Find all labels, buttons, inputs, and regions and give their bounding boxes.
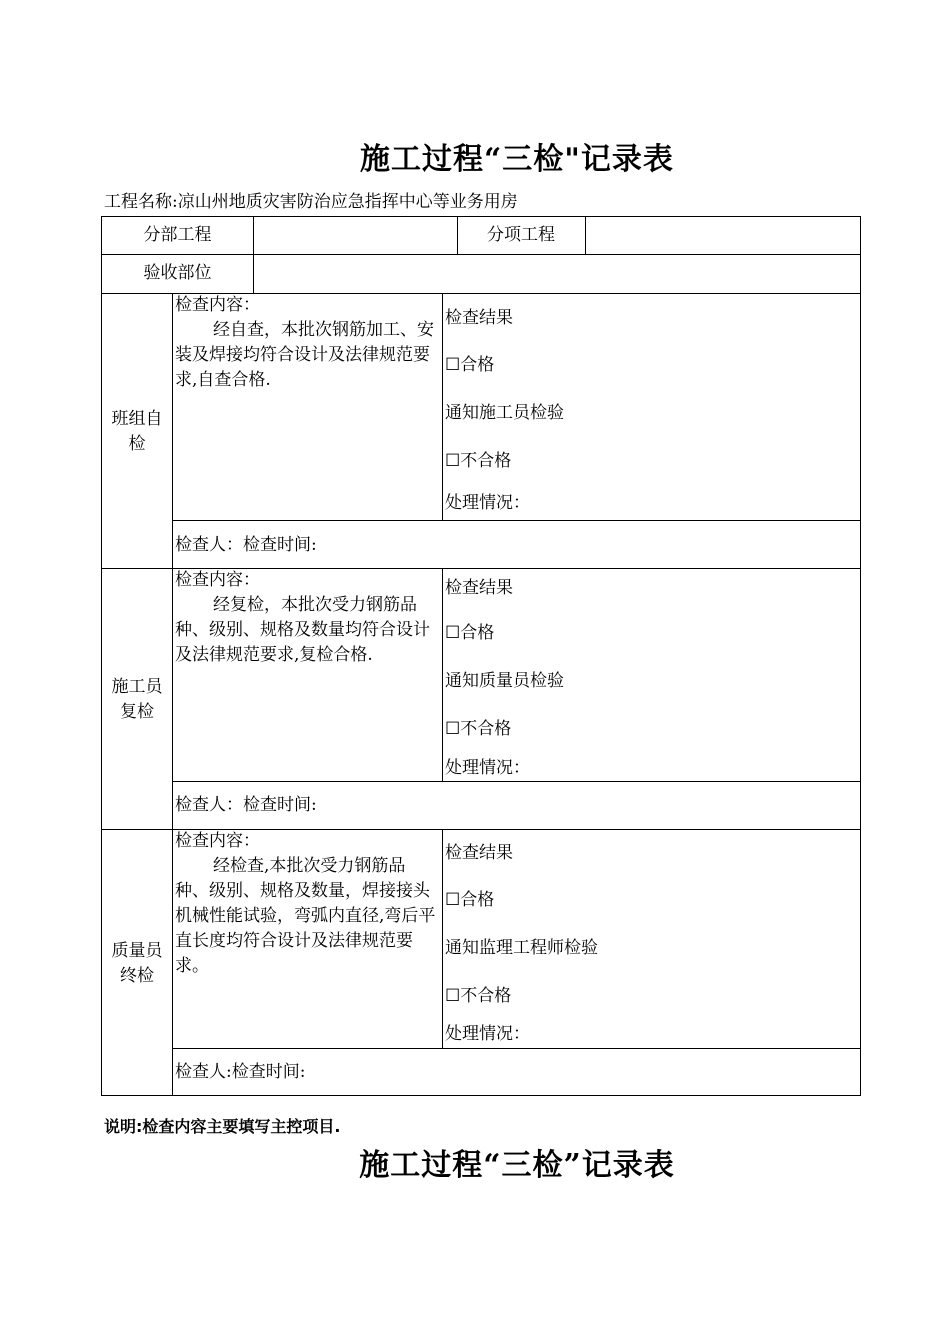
- form-title: 施工过程“三检"记录表: [360, 142, 674, 177]
- handling-label: 处理情况：: [445, 758, 530, 778]
- inspector-line: 检查人：检查时间:: [175, 795, 317, 815]
- content-label: 检查内容：: [175, 570, 260, 590]
- result-label: 检查结果: [445, 308, 513, 328]
- inspection-table: [101, 216, 861, 1096]
- result-label: 检查结果: [445, 578, 513, 598]
- section-label: 质量员: [111, 941, 163, 961]
- section-label: 施工员: [111, 677, 163, 697]
- section-label: 班组自: [111, 409, 163, 429]
- content-text: 经检查,本批次受力钢筋品种、级别、规格及数量，焊接接头机械性能试验，弯弧内直径,弯后平直长度均符合设计及法律规范要求。: [175, 856, 436, 976]
- pass-checkbox[interactable]: ☐合格: [445, 355, 495, 375]
- notify-text: 通知施工员检验: [445, 403, 564, 423]
- content-label: 检查内容：: [175, 295, 260, 315]
- handling-label: 处理情况：: [445, 493, 530, 513]
- pass-checkbox[interactable]: ☐合格: [445, 890, 495, 910]
- handling-label: 处理情况：: [445, 1024, 530, 1044]
- section-label: 复检: [120, 702, 154, 722]
- pass-checkbox[interactable]: ☐合格: [445, 623, 495, 643]
- content-text: 经复检，本批次受力钢筋品种、级别、规格及数量均符合设计及法律规范要求,复检合格.: [175, 595, 430, 665]
- fail-checkbox[interactable]: ☐不合格: [445, 719, 512, 739]
- fail-checkbox[interactable]: ☐不合格: [445, 986, 512, 1006]
- section-label: 检: [128, 434, 146, 454]
- section-label: 终检: [120, 966, 154, 986]
- form-title-repeat: 施工过程“三检”记录表: [359, 1148, 675, 1183]
- content-label: 检查内容：: [175, 831, 260, 851]
- inspector-line: 检查人:检查时间:: [175, 1062, 306, 1082]
- sub-project-label: 分部工程: [143, 225, 212, 245]
- inspector-line: 检查人：检查时间:: [175, 535, 317, 555]
- footnote: 说明:检查内容主要填写主控项目.: [104, 1117, 341, 1136]
- location-label: 验收部位: [143, 263, 212, 283]
- item-label: 分项工程: [487, 225, 555, 245]
- result-label: 检查结果: [445, 843, 513, 863]
- content-text: 经自查，本批次钢筋加工、安装及焊接均符合设计及法律规范要求,自查合格.: [175, 320, 434, 390]
- fail-checkbox[interactable]: ☐不合格: [445, 451, 512, 471]
- notify-text: 通知质量员检验: [445, 671, 564, 691]
- notify-text: 通知监理工程师检验: [445, 938, 598, 958]
- project-name-line: 工程名称:凉山州地质灾害防治应急指挥中心等业务用房: [104, 192, 518, 212]
